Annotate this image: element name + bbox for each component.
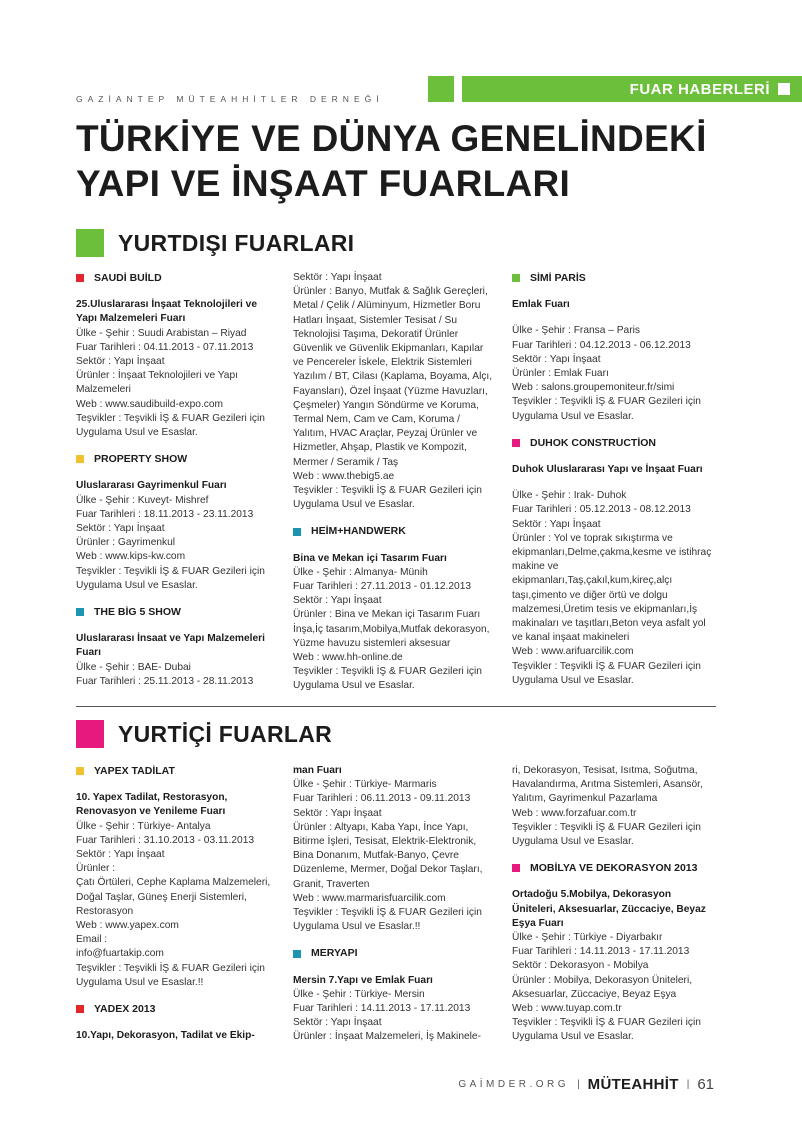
magenta-square-icon [512, 864, 520, 872]
section-divider [76, 706, 716, 707]
green-square-icon [512, 274, 520, 282]
event-products: Ürünler : İnşaat Teknolojileri ve Yapı Malzemeleri [76, 370, 238, 396]
event-location: Ülke - Şehir : Türkiye- Antalya [76, 820, 211, 832]
event-heading: PROPERTY SHOW [76, 452, 279, 466]
event-web: Web : salons.groupemoniteur.fr/simi [512, 382, 675, 394]
section-label: FUAR HABERLERİ [629, 80, 770, 98]
event-web: Web : www.saudibuild-expo.com [76, 398, 224, 410]
event-web: Web : www.tuyap.com.tr [512, 1003, 622, 1015]
section-title-abroad: YURTDIŞI FUARLARI [118, 229, 355, 256]
event-heading: THE BİG 5 SHOW [76, 605, 279, 619]
event-sector: Sektör : Yapı İnşaat [293, 807, 382, 819]
event-incentives: Teşvikler : Teşvikli İŞ & FUAR Gezileri için Uygulama Usul ve Esaslar. [76, 412, 265, 439]
event-products: Ürünler : İnşaat Malzemeleri, İş Makinele- [293, 1031, 481, 1043]
event-products-label: Ürünler : [76, 863, 116, 875]
event-products: Ürünler : Bina ve Mekan içi Tasarım Fuarı İnşa,İç tasarım,Mobilya,Mutfak dekorasyon, Yüzme havuzu sistemleri aksesuar [293, 609, 490, 649]
event-incentives: Teşvikler : Teşvikli İŞ & FUAR Gezileri için Uygulama Usul ve Esaslar. [512, 660, 701, 686]
event-products: Ürünler : Mobilya, Dekorasyon Üniteleri, Aksesuarlar, Züccaciye, Beyaz Eşya [512, 974, 693, 1000]
event-location: Ülke - Şehir : Türkiye - Diyarbakır [512, 932, 663, 944]
event-location: Ülke - Şehir : Suudi Arabistan – Riyad [76, 327, 247, 339]
abroad-column-2 [293, 271, 496, 694]
event-incentives: Teşvikler : Teşvikli İŞ & FUAR Gezileri için Uygulama Usul ve Esaslar.!! [76, 962, 265, 988]
event-dates: Fuar Tarihleri : 06.11.2013 - 09.11.2013 [293, 793, 471, 805]
event-title-continued: man Fuarı [293, 765, 342, 776]
event-web: Web : www.thebig5.ae [293, 470, 395, 482]
footer-url[interactable]: GAİMDER.ORG [458, 1079, 570, 1090]
event-products: Ürünler : Emlak Fuarı [512, 368, 609, 380]
footer-separator: | [686, 1079, 690, 1090]
event-heading: SİMİ PARİS [512, 271, 715, 285]
event-email: info@fuartakip.com [76, 948, 164, 960]
green-square-icon [76, 229, 104, 257]
event-dates: Fuar Tarihleri : 31.10.2013 - 03.11.2013 [76, 834, 255, 846]
event-dates: Fuar Tarihleri : 04.12.2013 - 06.12.2013 [512, 339, 691, 351]
event-title: Uluslararası Gayrimenkul Fuarı [76, 480, 227, 492]
event-sector: Sektör : Yapı İnşaat [76, 523, 165, 535]
banner-square-icon [778, 83, 790, 95]
event-title: Uluslararası İnsaat ve Yapı Malzemeleri Fuarı [76, 633, 265, 659]
event-title: Duhok Uluslararası Yapı ve İnşaat Fuarı [512, 464, 703, 476]
event-sector: Sektör : Yapı İnşaat [76, 849, 165, 861]
event-web: Web : www.hh-online.de [293, 652, 403, 664]
event-dates: Fuar Tarihleri : 18.11.2013 - 23.11.2013 [76, 508, 254, 520]
event-location: Ülke - Şehir : Irak- Duhok [512, 490, 627, 502]
page-footer [458, 1076, 714, 1093]
page-title [76, 116, 756, 206]
event-heading: DUHOK CONSTRUCTİON [512, 436, 715, 450]
event-dates: Fuar Tarihleri : 25.11.2013 - 28.11.2013 [76, 675, 254, 687]
event-products: Çatı Örtüleri, Cephe Kaplama Malzemeleri, Doğal Taşlar, Güneş Enerji Sistemleri, Restorasyon [76, 877, 271, 917]
event-heading: YADEX 2013 [76, 1002, 279, 1016]
event-location: Ülke - Şehir : Türkiye- Marmaris [293, 779, 437, 791]
page-number: 61 [697, 1076, 714, 1093]
teal-square-icon [293, 528, 301, 536]
event-web: Web : www.arifuarcilik.com [512, 646, 634, 658]
domestic-column-3 [512, 764, 715, 1045]
event-sector: Sektör : Yapı İnşaat [293, 272, 382, 283]
event-sector: Sektör : Yapı İnşaat [76, 356, 165, 368]
title-line-1: TÜRKİYE VE DÜNYA GENELİNDEKİ [76, 118, 707, 159]
red-square-icon [76, 274, 84, 282]
magenta-square-icon [512, 439, 520, 447]
magazine-logo: MÜTEAHHİT [587, 1076, 679, 1093]
event-web: Web : www.marmarisfuarcilik.com [293, 892, 446, 904]
event-web: Web : www.kips-kw.com [76, 551, 186, 563]
yellow-square-icon [76, 767, 84, 775]
event-web: Web : www.forzafuar.com.tr [512, 807, 637, 819]
event-incentives: Teşvikler : Teşvikli İŞ & FUAR Gezileri için Uygulama Usul ve Esaslar. [512, 821, 701, 848]
event-sector: Sektör : Yapı İnşaat [512, 353, 601, 365]
yellow-square-icon [76, 455, 84, 463]
teal-square-icon [293, 950, 301, 958]
event-web: Web : www.yapex.com [76, 920, 179, 932]
event-location: Ülke - Şehir : BAE- Dubai [76, 661, 191, 673]
event-sector: Sektör : Dekorasyon - Mobilya [512, 960, 649, 972]
abroad-column-1 [76, 271, 279, 689]
event-products: Ürünler : Gayrimenkul [76, 537, 176, 549]
event-dates: Fuar Tarihleri : 04.11.2013 - 07.11.2013 [76, 341, 254, 353]
event-heading: MOBİLYA VE DEKORASYON 2013 [512, 861, 715, 875]
teal-square-icon [76, 608, 84, 616]
event-products: Ürünler : Yol ve toprak sıkıştırma ve ekipmanları,Delme,çakma,kesme ve istihraç makine ve ekipmanları,Taş,çakıl,kum,kireç,alçı taşı,çimento ve diğer örtü ve dolgu malzemesi,Üretim tesis ve ekipmanları,İş makinaları ve taşıtları,Beton veya asfalt yol ve kanal inşaat makineleri [512, 532, 712, 644]
event-heading: MERYAPI [293, 946, 496, 960]
event-location: Ülke - Şehir : Türkiye- Mersin [293, 988, 425, 1000]
event-incentives: Teşvikler : Teşvikli İŞ & FUAR Gezileri için Uygulama Usul ve Esaslar. [293, 485, 482, 511]
event-title: 10. Yapex Tadilat, Restorasyon, Renovasyon ve Yenileme Fuarı [76, 792, 228, 818]
footer-separator: | [577, 1079, 580, 1090]
event-products-continued: ri, Dekorasyon, Tesisat, Isıtma, Soğutma, Havalandırma, Arıtma Sistemleri, Asansör, Yalıtım, Gayrimenkul Pazarlama [512, 765, 703, 805]
event-products: Ürünler : Altyapı, Kaba Yapı, İnce Yapı, Bitirme İşleri, Tesisat, Elektrik-Elektronik, Bina Donanım, Mutfak-Banyo, Çevre Düzenleme, Mermer, Doğal Dekor Taşları, Granit, Traverten [293, 821, 483, 890]
event-dates: Fuar Tarihleri : 05.12.2013 - 08.12.2013 [512, 504, 691, 516]
event-location: Ülke - Şehir : Fransa – Paris [512, 325, 640, 337]
section-banner [462, 76, 802, 102]
event-incentives: Teşvikler : Teşvikli İŞ & FUAR Gezileri için Uygulama Usul ve Esaslar. [76, 565, 265, 591]
header-accent-square [428, 76, 454, 102]
event-sector: Sektör : Yapı İnşaat [293, 595, 382, 607]
event-incentives: Teşvikler : Teşvikli İŞ & FUAR Gezileri için Uygulama Usul ve Esaslar. [293, 666, 482, 692]
section-title-domestic: YURTİÇİ FUARLAR [118, 720, 333, 747]
event-dates: Fuar Tarihleri : 27.11.2013 - 01.12.2013 [293, 581, 472, 593]
event-location: Ülke - Şehir : Kuveyt- Mishref [76, 494, 209, 506]
event-email-label: Email : [76, 934, 108, 946]
event-sector: Sektör : Yapı İnşaat [512, 518, 601, 530]
abroad-column-3 [512, 271, 715, 688]
event-incentives: Teşvikler : Teşvikli İŞ & FUAR Gezileri için Uygulama Usul ve Esaslar. [512, 1017, 701, 1043]
event-sector: Sektör : Yapı İnşaat [293, 1017, 382, 1029]
domestic-column-2 [293, 764, 496, 1045]
event-title: Emlak Fuarı [512, 299, 570, 311]
event-title: Bina ve Mekan içi Tasarım Fuarı [293, 552, 447, 564]
event-incentives: Teşvikler : Teşvikli İŞ & FUAR Gezileri için Uygulama Usul ve Esaslar. [512, 396, 701, 422]
event-title: 10.Yapı, Dekorasyon, Tadilat ve Ekip- [76, 1030, 255, 1042]
event-heading: YAPEX TADİLAT [76, 764, 279, 778]
association-name: GAZİANTEP MÜTEAHHİTLER DERNEĞİ [76, 94, 384, 104]
event-location: Ülke - Şehir : Almanya- Münih [293, 566, 428, 578]
event-heading: SAUDİ BUİLD [76, 271, 279, 285]
event-incentives: Teşvikler : Teşvikli İŞ & FUAR Gezileri için Uygulama Usul ve Esaslar.!! [293, 907, 482, 933]
event-products: Ürünler : Banyo, Mutfak & Sağlık Gereçleri, Metal / Çelik / Alüminyum, Hizmetler Boru Hatları İnşaat, Sistemler Tesisat / Su Teknolojisi Taşıma, Dekoratif Ürünler Güvenlik ve Güvenlik Ekipmanları, Kapılar ve Pencereler İskele, Elektrik Sistemleri Yazılım / BT, Cilası (Kaplama, Boyama, Alçı, Fayansları), Özel İnşaat (Yüzme Havuzları, Çeşmeler) Yangın Söndürme ve Koruma, Termal Nem, Cam ve Cam, Koruma / Yalıtım, HVAC Araçlar, Peyzaj Ürünler ve Hizmetler, Ahşap, Plastik ve Kompozit, Mermer / Seramik / Taş [293, 286, 493, 468]
section-heading-domestic [76, 720, 332, 748]
event-title: Mersin 7.Yapı ve Emlak Fuarı [293, 974, 433, 986]
event-title: Ortadoğu 5.Mobilya, Dekorasyon Üniteleri, Aksesuarlar, Züccaciye, Beyaz Eşya Fuarı [512, 889, 706, 929]
red-square-icon [76, 1005, 84, 1013]
section-heading-abroad [76, 229, 354, 257]
event-heading: HEİM+HANDWERK [293, 524, 496, 538]
event-dates: Fuar Tarihleri : 14.11.2013 - 17.11.2013 [293, 1003, 471, 1015]
magenta-square-icon [76, 720, 104, 748]
event-dates: Fuar Tarihleri : 14.11.2013 - 17.11.2013 [512, 946, 690, 958]
title-line-2: YAPI VE İNŞAAT FUARLARI [76, 163, 571, 204]
event-title: 25.Uluslararası İnşaat Teknolojileri ve Yapı Malzemeleri Fuarı [76, 299, 258, 325]
domestic-column-1 [76, 764, 279, 1043]
